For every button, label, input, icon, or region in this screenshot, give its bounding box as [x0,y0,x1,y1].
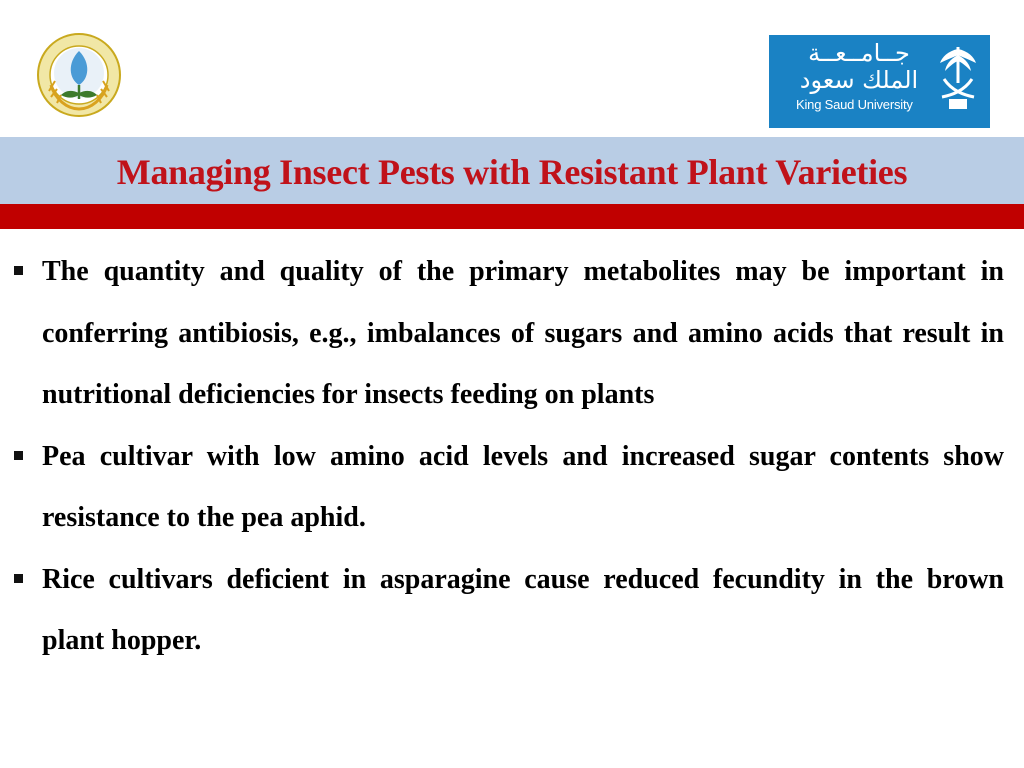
square-bullet-icon [14,451,23,460]
university-name-arabic-line2: الملك سعود [799,66,919,94]
bullet-item [0,241,1024,426]
square-bullet-icon [14,574,23,583]
bullet-text: Rice cultivars deficient in asparagine cause reduced fecundity in the brown plant hopper. [42,563,1004,656]
college-seal-icon [37,33,121,117]
university-name-english: King Saud University [796,97,913,112]
bullet-item [0,426,1024,549]
university-logo [769,35,990,128]
bullet-item [0,549,1024,672]
bullet-text: Pea cultivar with low amino acid levels and increased sugar contents show resistance to the pea aphid. [42,440,1004,533]
slide-title: Managing Insect Pests with Resistant Plant Varieties [116,152,908,192]
college-logo [37,33,121,117]
university-name-arabic-line1: جــامــعــة [808,39,910,67]
red-divider-bar [0,204,1024,229]
bullet-text: The quantity and quality of the primary metabolites may be important in conferring antibiosis, e.g., imbalances of sugars and amino acids that result in nutritional deficiencies for insects feeding on plants [42,256,1004,410]
palm-swords-emblem-icon [936,43,980,113]
square-bullet-icon [14,266,23,275]
bullet-list [0,241,1024,672]
